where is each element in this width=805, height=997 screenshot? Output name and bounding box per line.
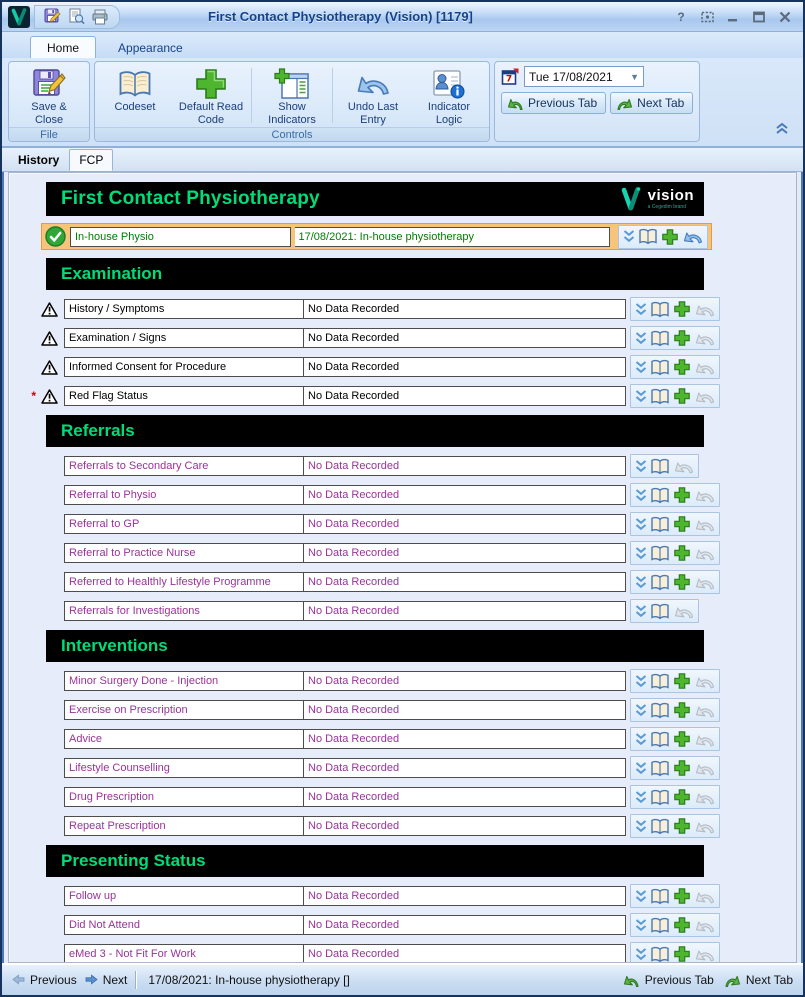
field-label-box[interactable] <box>64 572 304 592</box>
row-gutter <box>9 302 64 317</box>
field-value-box[interactable] <box>304 787 626 807</box>
status-bar <box>2 963 803 995</box>
field-value-box[interactable] <box>304 729 626 749</box>
row-actions <box>630 727 720 751</box>
next-arrow-icon <box>85 974 98 985</box>
field-value-box[interactable] <box>304 758 626 778</box>
ribbon-tab-home[interactable]: Home <box>30 36 96 58</box>
next-tab-button-bottom[interactable] <box>724 972 793 988</box>
add-entry-icon[interactable] <box>673 573 691 591</box>
quick-access-toolbar <box>34 5 120 29</box>
save-close-icon <box>32 67 66 101</box>
codeset-book-icon[interactable] <box>638 228 658 245</box>
add-entry-icon[interactable] <box>673 300 691 318</box>
add-entry-icon[interactable] <box>673 916 691 934</box>
field-label-box[interactable] <box>64 485 304 505</box>
section-header <box>46 415 704 447</box>
undo-last-entry-button[interactable] <box>335 64 411 127</box>
undo-icon[interactable] <box>682 229 703 244</box>
default-read-code-button[interactable] <box>173 64 249 127</box>
row-actions <box>630 785 720 809</box>
undo-icon <box>694 947 715 962</box>
field-label: Red Flag Status <box>69 390 148 402</box>
button-label: Indicator Logic <box>427 101 471 126</box>
add-entry-icon[interactable] <box>673 701 691 719</box>
undo-icon <box>694 389 715 404</box>
row-actions <box>630 454 699 478</box>
undo-icon <box>694 331 715 346</box>
vision-v-icon <box>616 184 646 214</box>
book-big-icon <box>117 67 153 101</box>
row-gutter <box>9 389 64 404</box>
add-entry-icon[interactable] <box>673 387 691 405</box>
field-value-box[interactable] <box>304 671 626 691</box>
field-value-box[interactable] <box>304 328 626 348</box>
field-value-box[interactable] <box>304 543 626 563</box>
codeset-book-icon[interactable] <box>650 818 670 835</box>
codeset-book-icon[interactable] <box>650 301 670 318</box>
field-label: Lifestyle Counselling <box>69 762 170 774</box>
codeset-book-icon[interactable] <box>650 487 670 504</box>
field-value: No Data Recorded <box>308 390 400 402</box>
field-row <box>9 915 796 935</box>
field-value: No Data Recorded <box>308 576 400 588</box>
document-tab-strip <box>2 148 803 172</box>
indicator-logic-button[interactable] <box>411 64 487 127</box>
add-entry-icon[interactable] <box>673 486 691 504</box>
previous-tab-button-bottom[interactable] <box>623 972 714 988</box>
field-label: Referral to Practice Nurse <box>69 547 196 559</box>
field-value: No Data Recorded <box>308 605 400 617</box>
undo-icon <box>694 546 715 561</box>
page-header <box>46 182 704 216</box>
save-and-close-button[interactable] <box>11 64 87 127</box>
button-label: Previous <box>30 972 77 987</box>
ribbon-date-tab-panel <box>494 61 700 142</box>
codeset-book-icon[interactable] <box>650 917 670 934</box>
button-label: Previous Tab <box>528 96 598 110</box>
field-value-box[interactable] <box>304 700 626 720</box>
add-entry-icon[interactable] <box>661 228 679 246</box>
row-actions <box>630 599 699 623</box>
show-indicators-icon <box>274 67 310 101</box>
field-value: No Data Recorded <box>308 919 400 931</box>
section-title: Interventions <box>61 636 168 655</box>
field-value-box[interactable] <box>304 357 626 377</box>
field-label: Referred to Healthly Lifestyle Programme <box>69 576 271 588</box>
expand-chevron-icon[interactable] <box>635 761 647 776</box>
field-value: No Data Recorded <box>308 303 400 315</box>
field-row <box>9 671 796 691</box>
codeset-book-icon[interactable] <box>650 789 670 806</box>
ribbon-tab-appearance[interactable]: Appearance <box>118 41 183 55</box>
field-label-box[interactable] <box>64 357 304 377</box>
next-tab-button[interactable] <box>610 92 693 114</box>
expand-chevron-icon[interactable] <box>635 389 647 404</box>
title-bar <box>2 2 803 32</box>
next-tab-icon <box>616 95 633 111</box>
save-icon[interactable] <box>43 8 61 26</box>
field-label-box[interactable] <box>64 386 304 406</box>
field-row <box>9 357 796 377</box>
expand-chevron-icon[interactable] <box>635 302 647 317</box>
field-row <box>9 543 796 563</box>
undo-icon <box>694 732 715 747</box>
add-entry-icon[interactable] <box>673 887 691 905</box>
close-icon[interactable] <box>777 9 793 25</box>
event-date-picker[interactable] <box>524 66 644 87</box>
field-value-box[interactable] <box>304 601 626 621</box>
section-header <box>46 630 704 662</box>
tab-fcp[interactable]: FCP <box>69 149 113 171</box>
undo-icon <box>694 889 715 904</box>
field-label: Referral to Physio <box>69 489 157 501</box>
button-label: Next <box>102 972 128 987</box>
expand-chevron-icon[interactable] <box>635 947 647 962</box>
add-entry-icon[interactable] <box>673 788 691 806</box>
undo-icon <box>694 674 715 689</box>
field-value: No Data Recorded <box>308 890 400 902</box>
undo-icon <box>694 360 715 375</box>
separator <box>332 68 333 123</box>
field-row <box>9 601 796 621</box>
undo-icon <box>673 459 694 474</box>
expand-chevron-icon[interactable] <box>635 918 647 933</box>
field-value: No Data Recorded <box>308 332 400 344</box>
field-value: No Data Recorded <box>308 948 400 960</box>
button-label: Undo Last Entry <box>347 101 399 126</box>
field-row <box>9 514 796 534</box>
undo-icon <box>694 790 715 805</box>
codeset-book-icon[interactable] <box>650 673 670 690</box>
section-title: Referrals <box>61 421 135 440</box>
expand-chevron-icon[interactable] <box>623 229 635 244</box>
group-label-file: File <box>9 127 89 142</box>
field-label-box[interactable] <box>70 227 291 247</box>
field-label-box[interactable] <box>64 299 304 319</box>
add-entry-icon[interactable] <box>673 515 691 533</box>
button-label: Default Read Code <box>178 101 244 126</box>
field-label: Repeat Prescription <box>69 820 166 832</box>
indicator-logic-icon <box>433 67 465 101</box>
expand-chevron-icon[interactable] <box>635 674 647 689</box>
codeset-book-icon[interactable] <box>650 359 670 376</box>
codeset-book-icon[interactable] <box>650 731 670 748</box>
template-content <box>8 172 797 963</box>
page-title: First Contact Physiotherapy <box>61 188 320 209</box>
field-value-box[interactable] <box>304 816 626 836</box>
warning-icon <box>41 331 58 346</box>
undo-icon <box>694 488 715 503</box>
ribbon-group-file <box>8 61 90 142</box>
codeset-book-icon[interactable] <box>650 545 670 562</box>
field-label-box[interactable] <box>64 601 304 621</box>
field-label-box[interactable] <box>64 671 304 691</box>
row-actions <box>630 756 720 780</box>
button-label: Next Tab <box>745 972 793 987</box>
add-entry-icon[interactable] <box>673 329 691 347</box>
field-label-box[interactable] <box>64 456 304 476</box>
field-row <box>9 700 796 720</box>
button-label: Save & Close <box>31 101 67 126</box>
expand-chevron-icon[interactable] <box>635 459 647 474</box>
row-actions <box>630 669 720 693</box>
undo-icon <box>673 604 694 619</box>
active-entry-row[interactable] <box>41 223 712 250</box>
field-label: In-house Physio <box>75 230 154 243</box>
check-circle-icon <box>45 226 66 247</box>
previous-entry-button[interactable] <box>12 973 77 987</box>
warning-icon <box>41 360 58 375</box>
undo-icon <box>694 302 715 317</box>
undo-icon <box>694 575 715 590</box>
previous-tab-icon <box>507 95 524 111</box>
field-value-box[interactable] <box>304 944 626 963</box>
expand-chevron-icon[interactable] <box>635 604 647 619</box>
row-actions <box>630 698 720 722</box>
expand-chevron-icon[interactable] <box>635 488 647 503</box>
warning-icon <box>41 302 58 317</box>
ribbon-tab-strip <box>2 32 803 58</box>
codeset-button[interactable] <box>97 64 173 127</box>
button-label: Show Indicators <box>268 101 316 126</box>
vision-app-icon <box>8 6 30 28</box>
undo-icon <box>694 761 715 776</box>
field-value: No Data Recorded <box>308 820 400 832</box>
expand-chevron-icon[interactable] <box>635 331 647 346</box>
vision-logo <box>616 184 704 214</box>
undo-big-icon <box>355 67 391 101</box>
field-label: Referral to GP <box>69 518 140 530</box>
field-row <box>9 729 796 749</box>
undo-icon <box>694 517 715 532</box>
row-actions <box>618 225 708 249</box>
expand-chevron-icon[interactable] <box>635 360 647 375</box>
expand-chevron-icon[interactable] <box>635 575 647 590</box>
expand-chevron-icon[interactable] <box>635 889 647 904</box>
row-actions <box>630 884 720 908</box>
field-value: No Data Recorded <box>308 675 400 687</box>
field-value-box[interactable] <box>304 299 626 319</box>
field-row <box>9 886 796 906</box>
field-label: Follow up <box>69 890 117 902</box>
row-actions <box>630 384 720 408</box>
ribbon <box>2 58 803 148</box>
field-label-box[interactable] <box>64 886 304 906</box>
field-value: No Data Recorded <box>308 762 400 774</box>
minimize-icon[interactable] <box>725 9 741 25</box>
field-value: No Data Recorded <box>308 547 400 559</box>
field-row <box>9 787 796 807</box>
undo-icon <box>694 819 715 834</box>
field-row <box>9 386 796 406</box>
collapse-ribbon-icon[interactable] <box>775 121 789 140</box>
field-value: No Data Recorded <box>308 733 400 745</box>
expand-chevron-icon[interactable] <box>635 790 647 805</box>
field-value-box[interactable] <box>295 227 610 247</box>
codeset-book-icon[interactable] <box>650 574 670 591</box>
event-date-value: Tue 17/08/2021 <box>529 69 613 84</box>
field-value-box[interactable] <box>304 915 626 935</box>
undo-icon <box>694 703 715 718</box>
field-label-box[interactable] <box>64 816 304 836</box>
previous-tab-button[interactable] <box>501 92 606 114</box>
add-entry-icon[interactable] <box>673 817 691 835</box>
undo-icon <box>694 918 715 933</box>
field-value: 17/08/2021: In-house physiotherapy <box>298 230 475 243</box>
row-actions <box>630 570 720 594</box>
field-label: Did Not Attend <box>69 919 140 931</box>
add-entry-icon[interactable] <box>673 730 691 748</box>
field-label: Informed Consent for Procedure <box>69 361 227 373</box>
codeset-book-icon[interactable] <box>650 458 670 475</box>
field-row <box>9 758 796 778</box>
add-entry-icon[interactable] <box>673 759 691 777</box>
field-label-box[interactable] <box>64 543 304 563</box>
button-label: Next Tab <box>637 96 685 110</box>
row-actions <box>630 541 720 565</box>
add-entry-icon[interactable] <box>673 358 691 376</box>
next-tab-icon <box>724 972 741 988</box>
section-title: Examination <box>61 264 163 283</box>
previous-tab-icon <box>623 972 640 988</box>
dropdown-arrow-icon[interactable]: ▼ <box>630 71 639 82</box>
section <box>9 258 796 406</box>
field-label-box[interactable] <box>64 758 304 778</box>
field-label: Exercise on Prescription <box>69 704 188 716</box>
field-label: Minor Surgery Done - Injection <box>69 675 219 687</box>
show-indicators-button[interactable] <box>254 64 330 127</box>
expand-chevron-icon[interactable] <box>635 819 647 834</box>
codeset-book-icon[interactable] <box>650 388 670 405</box>
field-value: No Data Recorded <box>308 361 400 373</box>
field-label-box[interactable] <box>64 787 304 807</box>
row-actions <box>630 814 720 838</box>
field-value: No Data Recorded <box>308 791 400 803</box>
warning-icon <box>41 389 58 404</box>
codeset-book-icon[interactable] <box>650 888 670 905</box>
row-actions <box>630 913 720 937</box>
tab-history[interactable]: History <box>18 153 60 167</box>
row-actions <box>630 297 720 321</box>
field-value: No Data Recorded <box>308 518 400 530</box>
expand-chevron-icon[interactable] <box>635 546 647 561</box>
field-value-box[interactable] <box>304 572 626 592</box>
field-label: Referrals to Secondary Care <box>69 460 209 472</box>
required-asterisk: * <box>31 388 36 403</box>
section <box>9 845 796 963</box>
add-entry-icon[interactable] <box>673 945 691 963</box>
window-title: First Contact Physiotherapy (Vision) [1179] <box>208 9 473 24</box>
codeset-book-icon[interactable] <box>650 760 670 777</box>
field-value: No Data Recorded <box>308 704 400 716</box>
field-row <box>9 944 796 963</box>
print-icon[interactable] <box>91 8 109 26</box>
field-label: Referrals for Investigations <box>69 605 200 617</box>
field-label-box[interactable] <box>64 700 304 720</box>
maximize-icon[interactable] <box>751 9 767 25</box>
section-title: Presenting Status <box>61 851 206 870</box>
ribbon-group-controls <box>94 61 490 142</box>
svg-text:7: 7 <box>505 74 513 85</box>
field-label: Advice <box>69 733 103 745</box>
row-actions <box>630 483 720 507</box>
row-actions <box>630 512 720 536</box>
field-value: No Data Recorded <box>308 489 400 501</box>
row-actions <box>630 355 720 379</box>
codeset-book-icon[interactable] <box>650 330 670 347</box>
window-controls <box>673 9 797 25</box>
field-label: Drug Prescription <box>69 791 154 803</box>
row-actions <box>630 942 720 963</box>
group-label-controls: Controls <box>95 127 489 142</box>
expand-chevron-icon[interactable] <box>635 732 647 747</box>
field-label: Examination / Signs <box>69 332 167 344</box>
add-entry-icon[interactable] <box>673 672 691 690</box>
previous-arrow-icon <box>12 974 25 985</box>
field-row <box>9 328 796 348</box>
field-value-box[interactable] <box>304 485 626 505</box>
field-label-box[interactable] <box>64 514 304 534</box>
calendar-icon <box>501 68 519 85</box>
vision-logo-text: vision <box>647 187 694 204</box>
codeset-book-icon[interactable] <box>650 516 670 533</box>
button-label: Previous Tab <box>644 972 714 987</box>
next-entry-button[interactable] <box>85 973 128 987</box>
section <box>9 630 796 836</box>
separator <box>135 971 136 989</box>
field-label-box[interactable] <box>64 328 304 348</box>
field-value-box[interactable] <box>304 886 626 906</box>
codeset-book-icon[interactable] <box>650 702 670 719</box>
field-label-box[interactable] <box>64 915 304 935</box>
row-gutter <box>9 360 64 375</box>
row-actions <box>630 326 720 350</box>
vision-logo-tagline: a Cegedim brand <box>647 204 686 210</box>
pin-icon[interactable] <box>699 9 715 25</box>
current-entry-text: 17/08/2021: In-house physiotherapy [] <box>148 972 350 987</box>
codeset-book-icon[interactable] <box>650 946 670 963</box>
field-label: eMed 3 - Not Fit For Work <box>69 948 196 960</box>
expand-chevron-icon[interactable] <box>635 517 647 532</box>
separator <box>251 68 252 123</box>
help-icon[interactable]: ? <box>677 9 685 24</box>
field-label: History / Symptoms <box>69 303 165 315</box>
field-row <box>9 816 796 836</box>
field-value-box[interactable] <box>304 456 626 476</box>
field-row <box>9 456 796 476</box>
expand-chevron-icon[interactable] <box>635 703 647 718</box>
plus-big-icon <box>194 67 228 101</box>
field-row <box>9 485 796 505</box>
field-value-box[interactable] <box>304 386 626 406</box>
field-value: No Data Recorded <box>308 460 400 472</box>
section <box>9 415 796 621</box>
section-header <box>46 845 704 877</box>
field-value-box[interactable] <box>304 514 626 534</box>
row-gutter <box>9 331 64 346</box>
codeset-book-icon[interactable] <box>650 603 670 620</box>
field-row <box>9 299 796 319</box>
print-preview-icon[interactable] <box>67 8 85 26</box>
field-row <box>9 572 796 592</box>
add-entry-icon[interactable] <box>673 544 691 562</box>
field-label-box[interactable] <box>64 944 304 963</box>
section-header <box>46 258 704 290</box>
button-label: Codeset <box>114 101 156 113</box>
field-label-box[interactable] <box>64 729 304 749</box>
